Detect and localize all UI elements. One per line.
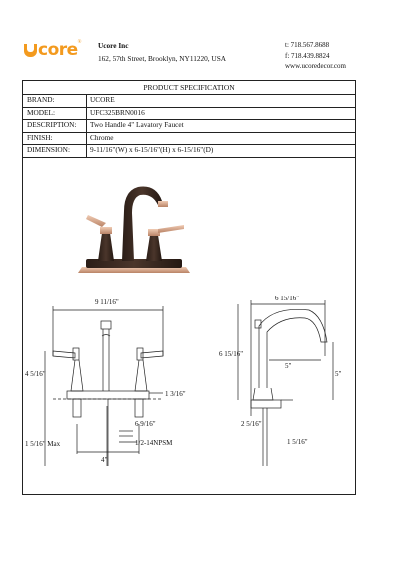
spec-value: 9-11/16"(W) x 6-15/16"(H) x 6-15/16"(D): [90, 145, 214, 154]
dim-thread: 1/2-14NPSM: [135, 439, 173, 447]
dim-side-height: 6 15/16": [219, 350, 244, 358]
dim-width: 9 11/16": [95, 298, 119, 306]
spec-label: DESCRIPTION:: [27, 120, 77, 129]
spec-title: PRODUCT SPECIFICATION: [23, 81, 355, 95]
faucet-photo: [58, 171, 218, 281]
phone: t: 718.567.8688: [285, 41, 330, 49]
dim-max: 1 5/16" Max: [25, 440, 61, 448]
technical-drawing: [23, 296, 357, 496]
company-address: 162, 57th Street, Brooklyn, NY11220, USA: [98, 53, 227, 63]
logo-u-mark: [24, 44, 37, 57]
dim-deck: 1 3/16": [165, 390, 186, 398]
dim-base: 2 5/16": [241, 420, 262, 428]
dim-center: 4": [101, 456, 108, 464]
header: [0, 0, 400, 78]
ucore-logo: core ®: [24, 40, 81, 60]
dim-height: 4 5/16": [25, 370, 46, 378]
logo-wordmark: core: [38, 40, 78, 60]
spec-label: DIMENSION:: [27, 145, 70, 154]
dim-depth: 6 15/16": [275, 296, 300, 302]
spec-value: UFC325BRN0016: [90, 107, 145, 117]
company-name: Ucore Inc: [98, 41, 129, 50]
dim-bottom: 1 5/16": [287, 438, 308, 446]
spec-label: BRAND:: [27, 95, 55, 104]
spec-row-dimension: [23, 144, 355, 158]
spec-sheet: [22, 80, 356, 495]
dim-spread: 6 9/16": [135, 420, 156, 428]
dim-spout: 5": [335, 370, 342, 378]
fax: f: 718.439.8824: [285, 51, 330, 60]
spec-row-model: [23, 107, 355, 121]
spec-label: FINISH:: [27, 132, 53, 142]
spec-row-finish: [23, 132, 355, 146]
spec-value: UCORE: [90, 95, 115, 104]
website: www.ucoredecor.com: [285, 62, 346, 70]
spec-value: Chrome: [90, 132, 114, 142]
contact-info: [285, 40, 346, 72]
company-info: [98, 40, 226, 65]
spec-row-description: [23, 119, 355, 133]
dim-reach: 5": [285, 362, 292, 370]
spec-row-brand: [23, 94, 355, 108]
spec-value: Two Handle 4" Lavatory Faucet: [90, 120, 184, 129]
spec-label: MODEL:: [27, 107, 55, 117]
